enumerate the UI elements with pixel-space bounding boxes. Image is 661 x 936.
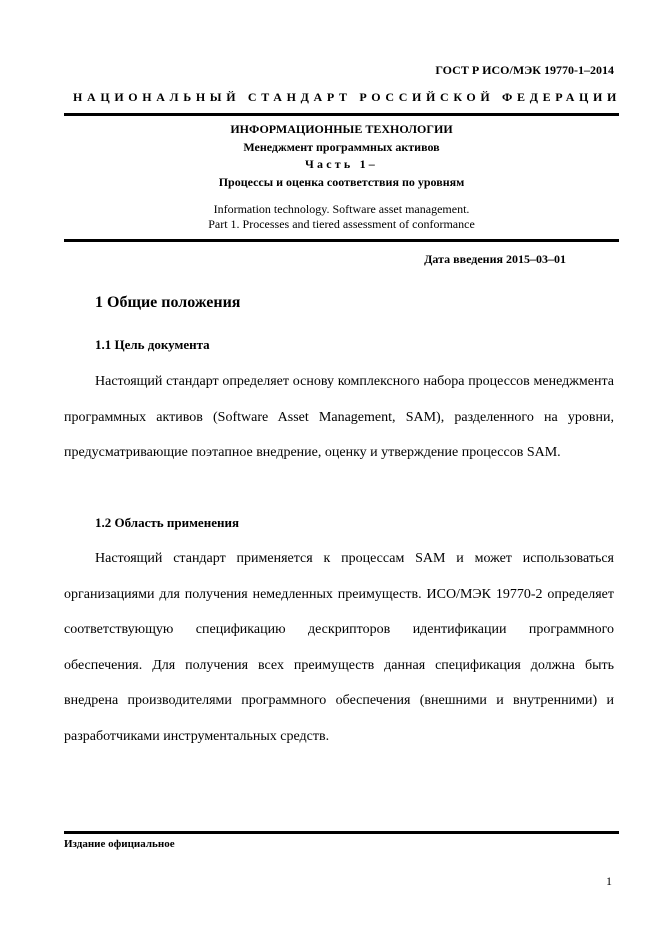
section-1-2-paragraph: Настоящий стандарт применяется к процессам SAM и может использоваться организациями для получения немедленных преимуществ. ИСО/МЭК 19770-2 определяет соответствующую спецификацию дескрипторов идентификации программного обеспечения. Для получения всех преимуществ данная спецификация должна быть внедрена производителями программного обеспечения (внешними и внутренними) и разработчиками инструментальных средств. bbox=[64, 551, 614, 744]
introduction-date: Дата введения 2015–03–01 bbox=[424, 252, 566, 266]
national-standard-banner: НАЦИОНАЛЬНЫЙ СТАНДАРТ РОССИЙСКОЙ ФЕДЕРАЦИИ bbox=[73, 90, 622, 104]
title-line-subtitle: Процессы и оценка соответствия по уровням bbox=[218, 174, 465, 189]
top-divider bbox=[64, 113, 619, 116]
section-1-1-heading: 1.1 Цель документа bbox=[95, 337, 210, 352]
title-line-topic: Менеджмент программных активов bbox=[243, 139, 440, 154]
section-1-1-paragraph: Настоящий стандарт определяет основу комплексного набора процессов менеджмента программных активов (Software Asset Management, SAM), разделенного на уровни, предусматривающие поэтапное внедрение, оценку и утверждение процессов SAM. bbox=[64, 374, 614, 460]
page-number: 1 bbox=[606, 874, 612, 888]
english-title-block bbox=[64, 202, 619, 232]
section-1-heading: 1 Общие положения bbox=[95, 294, 241, 311]
russian-title-block bbox=[64, 121, 619, 191]
title-line-subject: ИНФОРМАЦИОННЫЕ ТЕХНОЛОГИИ bbox=[230, 122, 453, 136]
title-line-part: Часть 1– bbox=[305, 157, 378, 171]
edition-label: Издание официальное bbox=[64, 838, 175, 850]
english-title-line-2: Part 1. Processes and tiered assessment of conformance bbox=[208, 217, 475, 231]
section-1-2-heading: 1.2 Область применения bbox=[95, 515, 239, 530]
english-title-line-1: Information technology. Software asset management. bbox=[213, 202, 470, 216]
title-divider bbox=[64, 239, 619, 242]
document-code: ГОСТ Р ИСО/МЭК 19770-1–2014 bbox=[435, 63, 614, 77]
footer-divider bbox=[64, 831, 619, 834]
